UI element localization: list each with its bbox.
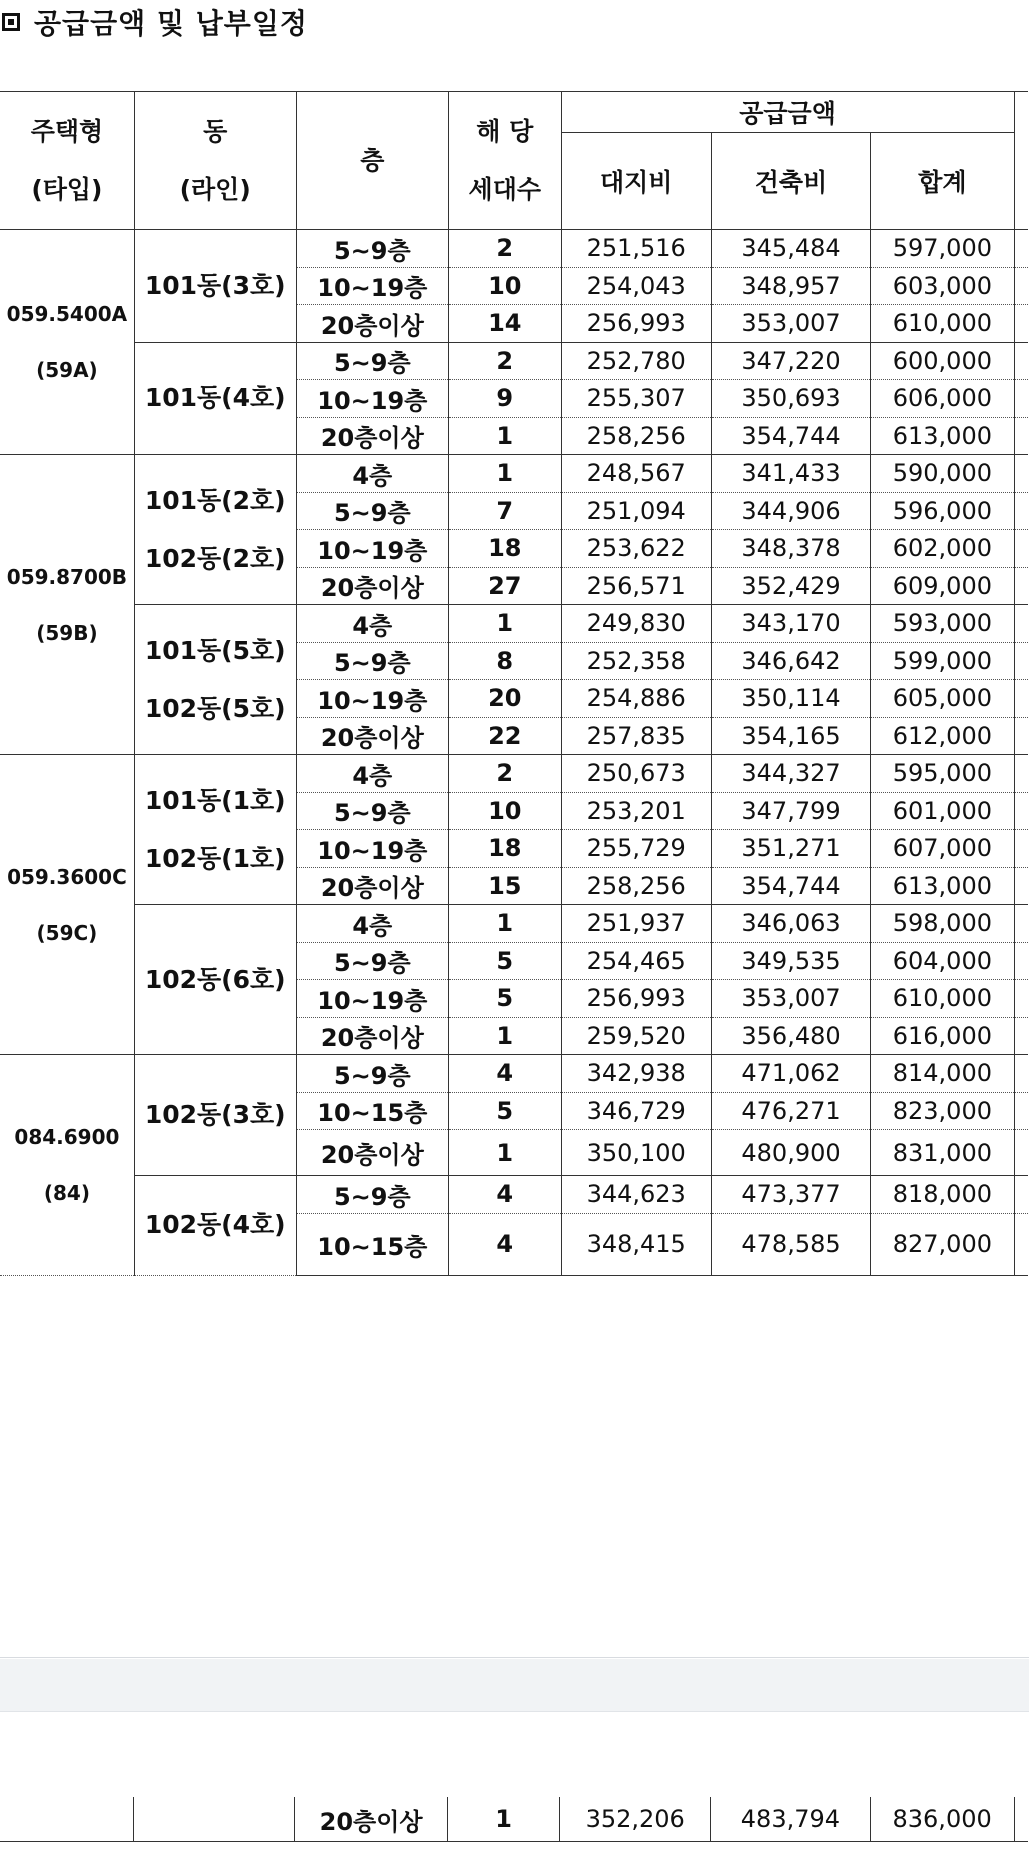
building-cost-cell: 341,433 <box>711 455 870 493</box>
land-cost-cell: 253,622 <box>561 530 711 568</box>
total-cell: 605,000 <box>871 680 1014 718</box>
total-cell: 593,000 <box>871 605 1014 643</box>
units-cell: 8 <box>449 642 562 680</box>
units-cell: 14 <box>449 305 562 343</box>
total-cell: 610,000 <box>871 980 1014 1018</box>
header-floor: 층 <box>296 92 448 230</box>
dong-cell: 101동(4호) <box>134 342 296 455</box>
clipped-cell <box>1014 417 1028 455</box>
land-cost-cell: 257,835 <box>561 717 711 755</box>
floor-cell: 5~9층 <box>296 792 448 830</box>
type-cell <box>0 1797 134 1842</box>
total-cell: 595,000 <box>871 755 1014 793</box>
total-cell: 606,000 <box>871 380 1014 418</box>
floor-cell: 10~19층 <box>296 267 448 305</box>
units-cell: 1 <box>449 605 562 643</box>
building-cost-cell: 343,170 <box>711 605 870 643</box>
land-cost-cell: 251,937 <box>561 905 711 943</box>
type-cell: 059.3600C (59C) <box>0 755 134 1055</box>
floor-cell: 4층 <box>296 905 448 943</box>
total-cell: 818,000 <box>871 1176 1014 1214</box>
clipped-cell <box>1014 642 1028 680</box>
header-units: 해 당 세대수 <box>449 92 562 230</box>
clipped-cell <box>1014 755 1028 793</box>
table-row <box>0 905 1028 943</box>
type-cell: 059.5400A (59A) <box>0 230 134 455</box>
dong-cell: 102동(3호) <box>134 1055 296 1176</box>
floor-cell: 10~19층 <box>296 530 448 568</box>
dong-cell: 101동(3호) <box>134 230 296 343</box>
land-cost-cell: 346,729 <box>561 1092 711 1130</box>
units-cell: 4 <box>449 1213 562 1275</box>
total-cell: 602,000 <box>871 530 1014 568</box>
clipped-cell <box>1014 305 1028 343</box>
clipped-cell <box>1014 455 1028 493</box>
floor-cell: 4층 <box>296 455 448 493</box>
total-cell: 610,000 <box>871 305 1014 343</box>
floor-cell: 5~9층 <box>296 492 448 530</box>
total-cell: 609,000 <box>871 567 1014 605</box>
land-cost-cell: 254,465 <box>561 942 711 980</box>
land-cost-cell: 256,571 <box>561 567 711 605</box>
table-row <box>0 342 1028 380</box>
building-cost-cell: 476,271 <box>711 1092 870 1130</box>
total-cell: 601,000 <box>871 792 1014 830</box>
building-cost-cell: 356,480 <box>711 1017 870 1055</box>
land-cost-cell: 352,206 <box>560 1797 711 1842</box>
floor-cell: 20층이상 <box>295 1797 447 1842</box>
square-bullet-icon <box>2 13 20 31</box>
floor-cell: 5~9층 <box>296 942 448 980</box>
units-cell: 5 <box>449 942 562 980</box>
dong-cell: 102동(6호) <box>134 905 296 1055</box>
land-cost-cell: 251,516 <box>561 230 711 268</box>
clipped-cell <box>1014 717 1028 755</box>
table-row <box>0 1055 1028 1093</box>
units-cell: 18 <box>449 830 562 868</box>
type-cell: 059.8700B (59B) <box>0 455 134 755</box>
total-cell: 827,000 <box>871 1213 1014 1275</box>
clipped-cell <box>1014 792 1028 830</box>
table-row <box>0 1797 1028 1842</box>
divider <box>0 1711 1029 1712</box>
total-cell: 613,000 <box>871 417 1014 455</box>
floor-cell: 5~9층 <box>296 1055 448 1093</box>
total-cell: 823,000 <box>871 1092 1014 1130</box>
total-cell: 596,000 <box>871 492 1014 530</box>
clipped-cell <box>1014 1055 1028 1093</box>
clipped-cell <box>1014 1797 1028 1842</box>
building-cost-cell: 347,799 <box>711 792 870 830</box>
land-cost-cell: 255,307 <box>561 380 711 418</box>
table-row <box>0 1176 1028 1214</box>
clipped-cell <box>1014 680 1028 718</box>
clipped-cell <box>1014 1017 1028 1055</box>
floor-cell: 20층이상 <box>296 417 448 455</box>
units-cell: 1 <box>449 1017 562 1055</box>
clipped-cell <box>1014 1092 1028 1130</box>
floor-cell: 5~9층 <box>296 342 448 380</box>
land-cost-cell: 251,094 <box>561 492 711 530</box>
units-cell: 4 <box>449 1176 562 1214</box>
clipped-cell <box>1014 492 1028 530</box>
units-cell: 15 <box>449 867 562 905</box>
units-cell: 10 <box>449 267 562 305</box>
total-cell: 599,000 <box>871 642 1014 680</box>
floor-cell: 20층이상 <box>296 1017 448 1055</box>
clipped-cell <box>1014 342 1028 380</box>
table-row <box>0 230 1028 268</box>
floor-cell: 5~9층 <box>296 642 448 680</box>
building-cost-cell: 354,744 <box>711 417 870 455</box>
units-cell: 4 <box>449 1055 562 1093</box>
header-clipped <box>1014 92 1028 230</box>
building-cost-cell: 346,642 <box>711 642 870 680</box>
clipped-cell <box>1014 980 1028 1018</box>
clipped-cell <box>1014 942 1028 980</box>
floor-cell: 5~9층 <box>296 1176 448 1214</box>
total-cell: 607,000 <box>871 830 1014 868</box>
land-cost-cell: 248,567 <box>561 455 711 493</box>
building-cost-cell: 480,900 <box>711 1130 870 1176</box>
units-cell: 2 <box>449 755 562 793</box>
table-row <box>0 455 1028 493</box>
total-cell: 814,000 <box>871 1055 1014 1093</box>
clipped-cell <box>1014 867 1028 905</box>
floor-cell: 20층이상 <box>296 305 448 343</box>
total-cell: 598,000 <box>871 905 1014 943</box>
divider <box>0 1657 1029 1658</box>
total-cell: 836,000 <box>870 1797 1014 1842</box>
land-cost-cell: 259,520 <box>561 1017 711 1055</box>
floor-cell: 10~15층 <box>296 1092 448 1130</box>
land-cost-cell: 254,886 <box>561 680 711 718</box>
header-building: 건축비 <box>711 133 870 230</box>
total-cell: 612,000 <box>871 717 1014 755</box>
units-cell: 9 <box>449 380 562 418</box>
table-row <box>0 755 1028 793</box>
land-cost-cell: 255,729 <box>561 830 711 868</box>
table-row <box>0 605 1028 643</box>
header-row <box>0 92 1028 133</box>
units-cell: 1 <box>449 905 562 943</box>
floor-cell: 10~15층 <box>296 1213 448 1275</box>
land-cost-cell: 256,993 <box>561 305 711 343</box>
building-cost-cell: 345,484 <box>711 230 870 268</box>
building-cost-cell: 344,906 <box>711 492 870 530</box>
land-cost-cell: 253,201 <box>561 792 711 830</box>
floor-cell: 20층이상 <box>296 567 448 605</box>
dong-cell: 102동(4호) <box>134 1176 296 1276</box>
total-cell: 597,000 <box>871 230 1014 268</box>
dong-cell: 101동(5호) 102동(5호) <box>134 605 296 755</box>
dong-cell <box>134 1797 295 1842</box>
land-cost-cell: 250,673 <box>561 755 711 793</box>
building-cost-cell: 347,220 <box>711 342 870 380</box>
building-cost-cell: 349,535 <box>711 942 870 980</box>
building-cost-cell: 473,377 <box>711 1176 870 1214</box>
header-dong: 동 (라인) <box>134 92 296 230</box>
floor-cell: 20층이상 <box>296 867 448 905</box>
land-cost-cell: 252,358 <box>561 642 711 680</box>
units-cell: 1 <box>449 417 562 455</box>
units-cell: 7 <box>449 492 562 530</box>
total-cell: 600,000 <box>871 342 1014 380</box>
floor-cell: 10~19층 <box>296 380 448 418</box>
section-title: 공급금액 및 납부일정 <box>34 7 308 40</box>
land-cost-cell: 258,256 <box>561 867 711 905</box>
dong-cell: 101동(2호) 102동(2호) <box>134 455 296 605</box>
total-cell: 604,000 <box>871 942 1014 980</box>
building-cost-cell: 348,957 <box>711 267 870 305</box>
land-cost-cell: 254,043 <box>561 267 711 305</box>
land-cost-cell: 256,993 <box>561 980 711 1018</box>
units-cell: 22 <box>449 717 562 755</box>
header-type: 주택형 (타입) <box>0 92 134 230</box>
clipped-cell <box>1014 1130 1028 1176</box>
section-heading <box>0 2 308 42</box>
page-gap <box>0 1659 1029 1711</box>
total-cell: 590,000 <box>871 455 1014 493</box>
total-cell: 603,000 <box>871 267 1014 305</box>
units-cell: 1 <box>447 1797 560 1842</box>
building-cost-cell: 351,271 <box>711 830 870 868</box>
building-cost-cell: 352,429 <box>711 567 870 605</box>
floor-cell: 20층이상 <box>296 717 448 755</box>
building-cost-cell: 353,007 <box>711 980 870 1018</box>
building-cost-cell: 344,327 <box>711 755 870 793</box>
land-cost-cell: 258,256 <box>561 417 711 455</box>
header-land: 대지비 <box>561 133 711 230</box>
land-cost-cell: 344,623 <box>561 1176 711 1214</box>
units-cell: 5 <box>449 980 562 1018</box>
units-cell: 20 <box>449 680 562 718</box>
units-cell: 1 <box>449 455 562 493</box>
land-cost-cell: 249,830 <box>561 605 711 643</box>
building-cost-cell: 483,794 <box>711 1797 871 1842</box>
building-cost-cell: 354,165 <box>711 717 870 755</box>
clipped-cell <box>1014 230 1028 268</box>
floor-cell: 10~19층 <box>296 830 448 868</box>
building-cost-cell: 354,744 <box>711 867 870 905</box>
clipped-cell <box>1014 567 1028 605</box>
building-cost-cell: 346,063 <box>711 905 870 943</box>
header-total: 합계 <box>871 133 1014 230</box>
building-cost-cell: 471,062 <box>711 1055 870 1093</box>
building-cost-cell: 353,007 <box>711 305 870 343</box>
floor-cell: 20층이상 <box>296 1130 448 1176</box>
supply-price-table <box>0 91 1028 1276</box>
land-cost-cell: 348,415 <box>561 1213 711 1275</box>
floor-cell: 4층 <box>296 755 448 793</box>
clipped-cell <box>1014 1176 1028 1214</box>
total-cell: 616,000 <box>871 1017 1014 1055</box>
floor-cell: 10~19층 <box>296 680 448 718</box>
floor-cell: 5~9층 <box>296 230 448 268</box>
units-cell: 2 <box>449 230 562 268</box>
floor-cell: 4층 <box>296 605 448 643</box>
dong-cell: 101동(1호) 102동(1호) <box>134 755 296 905</box>
clipped-cell <box>1014 530 1028 568</box>
clipped-cell <box>1014 605 1028 643</box>
land-cost-cell: 342,938 <box>561 1055 711 1093</box>
floor-cell: 10~19층 <box>296 980 448 1018</box>
header-supply-group: 공급금액 <box>561 92 1014 133</box>
units-cell: 10 <box>449 792 562 830</box>
type-cell: 084.6900 (84) <box>0 1055 134 1276</box>
units-cell: 1 <box>449 1130 562 1176</box>
building-cost-cell: 350,693 <box>711 380 870 418</box>
clipped-cell <box>1014 1213 1028 1275</box>
units-cell: 2 <box>449 342 562 380</box>
continued-table <box>0 1797 1028 1842</box>
total-cell: 613,000 <box>871 867 1014 905</box>
building-cost-cell: 348,378 <box>711 530 870 568</box>
clipped-cell <box>1014 830 1028 868</box>
land-cost-cell: 252,780 <box>561 342 711 380</box>
land-cost-cell: 350,100 <box>561 1130 711 1176</box>
clipped-cell <box>1014 380 1028 418</box>
clipped-cell <box>1014 905 1028 943</box>
units-cell: 5 <box>449 1092 562 1130</box>
units-cell: 27 <box>449 567 562 605</box>
total-cell: 831,000 <box>871 1130 1014 1176</box>
building-cost-cell: 478,585 <box>711 1213 870 1275</box>
clipped-cell <box>1014 267 1028 305</box>
units-cell: 18 <box>449 530 562 568</box>
building-cost-cell: 350,114 <box>711 680 870 718</box>
